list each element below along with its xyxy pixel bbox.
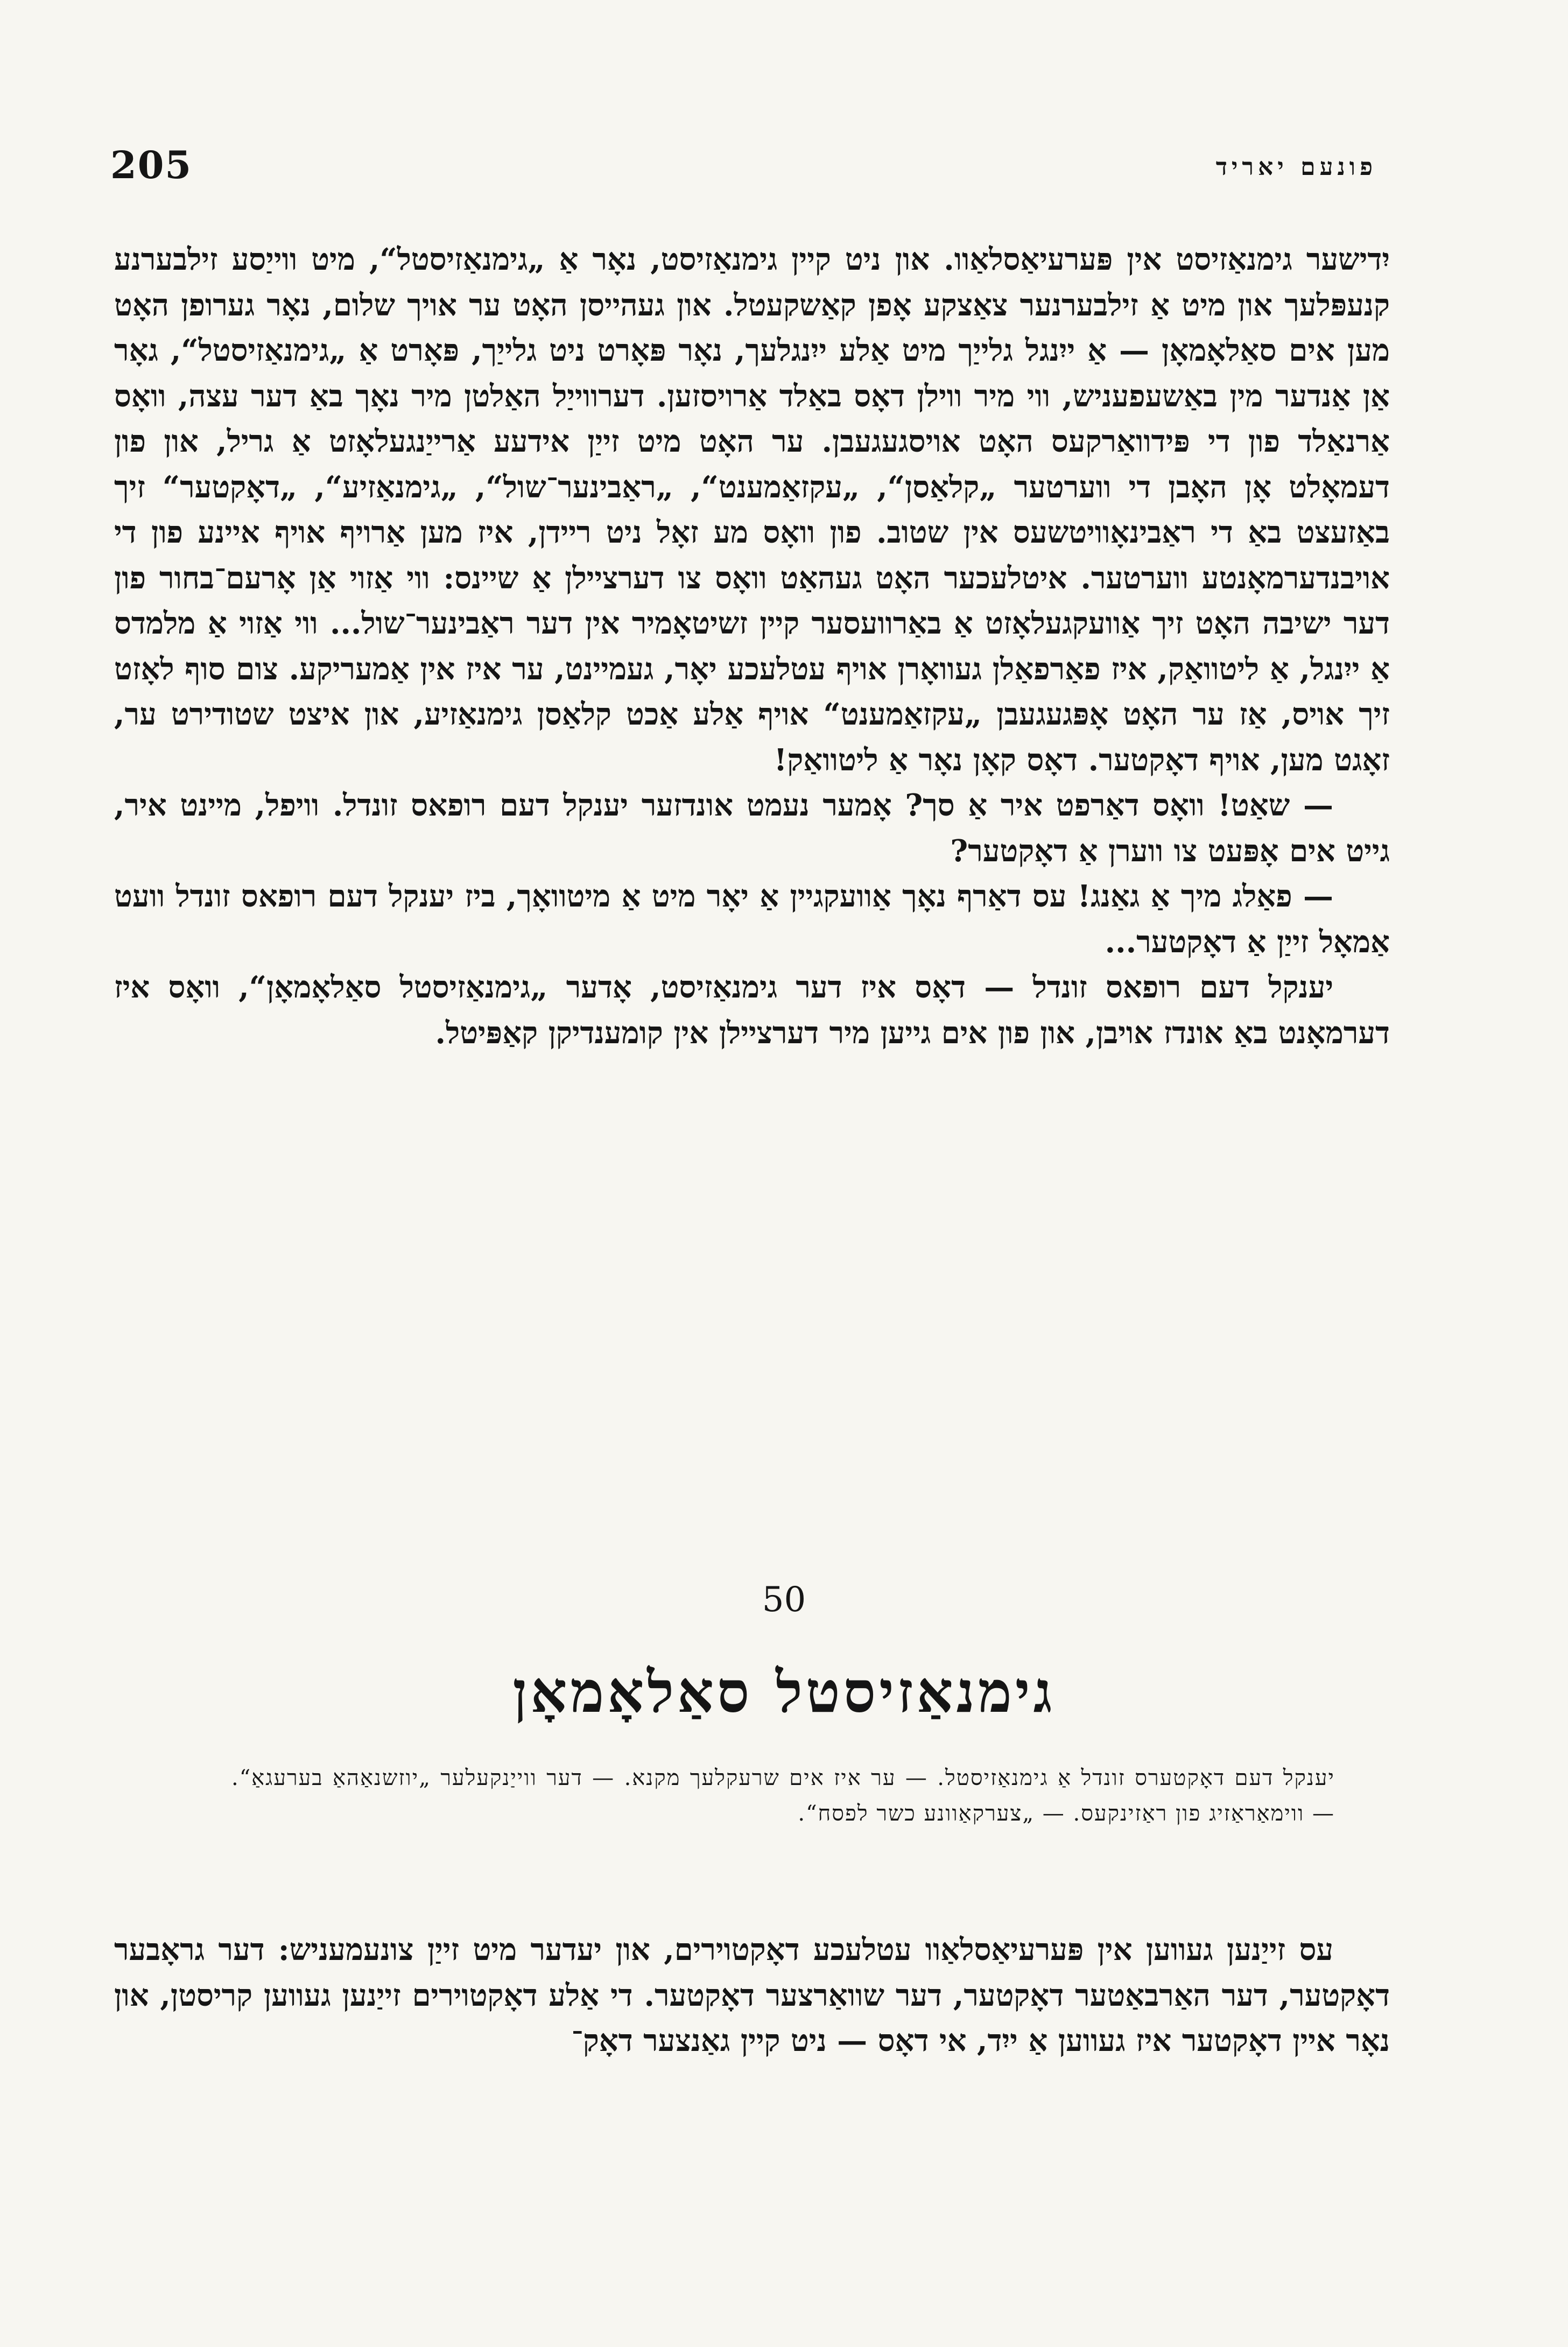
paragraph-3: — פאַלג מיך אַ גאַנג! עס דאַרף נאָך אַוועקגיין אַ יאָר מיט אַ מיטוואָך, ביז יענקל דעם רופאס זונדל וועט אַמאָל זייַן אַ דאָקטער... xyxy=(114,879,1390,960)
chapter-number: 50 xyxy=(762,1580,806,1620)
chapter-title: גימנאַזיסטל סאַלאָמאָן xyxy=(512,1658,1056,1725)
body-text-section-2 xyxy=(114,1927,1390,2064)
paragraph-4: יענקל דעם רופאס זונדל — דאָס איז דער גימנאַזיסט, אָדער „גימנאַזיסטל סאַלאָמאָן“, וואָס איז דערמאָנט באַ אונדז אויבן, און פון אים גייען מיר דערציילן אין קומענדיקן קאַפּיטל. xyxy=(114,969,1390,1051)
paragraph-2: — שאַט! וואָס דאַרפט איר אַ סך? אָמער נעמט אונדזער יענקל דעם רופאס זונדל. וויפל, מיינט איר, גייט אים אָפּעט צו ווערן אַ דאָקטער? xyxy=(114,788,1390,869)
epigraph-text: יענקל דעם דאָקטערס זונדל אַ גימנאַזיסטל. — ער איז אים שרעקלעך מקנא. — דער ווייַנקעלער „יוזשנאַהאַ בערעגאַ“. — ווימאַראַזיג פון ראַזינקעס. — „צערקאַוונע כשר לפסח“. xyxy=(231,1766,1335,1826)
body-text-section-1 xyxy=(114,237,1390,1056)
paragraph-5: עס זייַנען געווען אין פּערעיאַסלאַוו עטלעכע דאָקטוירים, און יעדער מיט זייַן צונעמעניש: דער גראָבער דאָקטער, דער האַרבאַטער דאָקטער, דער שוואַרצער דאָקטער. די אַלע דאָקטוירים זייַנען געווען קריסטן, און נאָר איין דאָקטער איז געווען אַ ייִד, אי דאָס — ניט קיין גאַנצער דאָק־ xyxy=(114,1932,1390,2058)
chapter-epigraph xyxy=(231,1760,1335,1831)
running-title: פונעם יאריד xyxy=(1215,153,1377,181)
paragraph-1: יִדישער גימנאַזיסט אין פּערעיאַסלאַוו. און ניט קיין גימנאַזיסט, נאָר אַ „גימנאַזיסטל“, מיט ווייַסע זילבערנע קנעפּלעך און מיט אַ זילבערנער צאַצקע אָפן קאַשקעטל. און געהייסן האָט ער אויך שלום, נאָר גערופן האָט מען אים סאַלאָמאָן — אַ ייִנגל גלייַך מיט אַלע ייִנגלעך, נאָר פּאָרט ניט גלייַך, פּאָרט אַ „גימנאַזיסטל“, גאָר אַן אַנדער מין באַשעפעניש, ווי מיר ווילן דאָס באַלד אַרויסזען. דערווייַל האַלטן מיר נאָך באַ דער עצה, וואָס אַרנאַלד פון די פּידוואַרקעס האָט אויסגעגעבן. ער האָט מיט זייַן אידעע אַרייַנגעלאָזט אַ גריל, און פון דעמאָלט אָן האָבן די ווערטער „קלאַסן“, „עקזאַמענט“, „ראַבינער־שול“, „גימנאַזיע“, „דאָקטער“ זיך באַזעצט באַ די ראַבינאָוויטשעס אין שטוב. פון וואָס מע זאָל ניט ריידן, איז מען אַרויף אויף איינע פון די אויבנדערמאָנטע ווערטער. איטלעכער האָט געהאַט וואָס צו דערציילן אַ שיינס: ווי אַזוי אַן אָרעם־בחור פון דער ישיבה האָט זיך אַוועקגעלאָזט אַ באַרוועסער קיין זשיטאָמיר אין דער ראַבינער־שול... ווי אַזוי אַ מלמדס אַ ייִנגל, אַ ליטוואַק, איז פאַרפאַלן געוואָרן אויף עטלעכע יאָר, געמיינט, ער איז אין אַמעריקע. צום סוף לאָזט זיך אויס, אַז ער האָט אָפּגעגעבן „עקזאַמענט“ אויף אַלע אַכט קלאַסן גימנאַזיע, און איצט שטודירט ער, זאָגט מען, אויף דאָקטער. דאָס קאָן נאָר אַ ליטוואַק! xyxy=(114,242,1390,778)
page-number: 205 xyxy=(110,143,193,187)
